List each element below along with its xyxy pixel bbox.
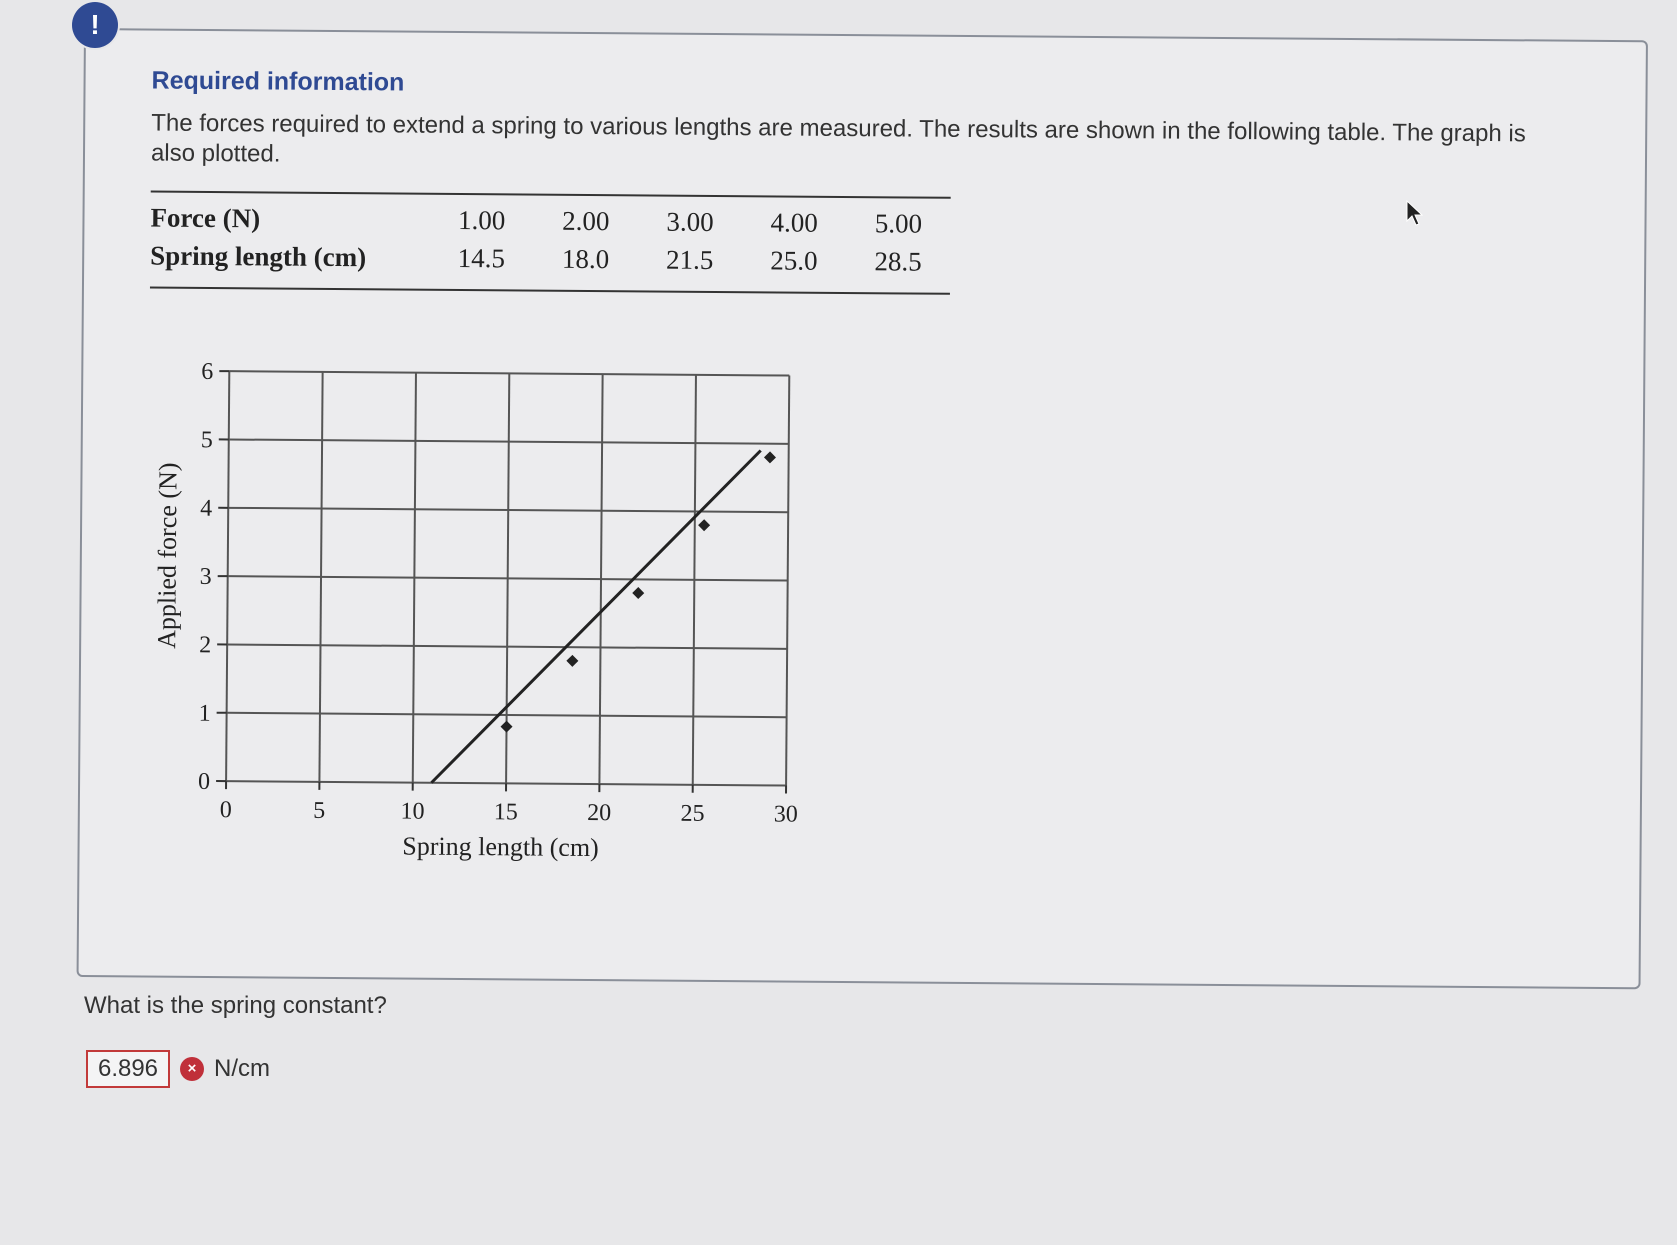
chart-svg	[145, 341, 849, 866]
answer-row	[86, 1050, 270, 1088]
data-point	[764, 451, 776, 463]
y-tick-label: 3	[199, 563, 212, 591]
answer-input[interactable]: 6.896	[86, 1050, 170, 1088]
table-top-rule	[151, 191, 951, 199]
question-text: What is the spring constant?	[84, 992, 387, 1019]
table-cell: 2.00	[562, 205, 610, 236]
table-row-length	[150, 237, 950, 281]
y-tick-label: 5	[200, 427, 213, 454]
required-info-panel	[77, 28, 1648, 989]
table-cell: 25.0	[770, 244, 818, 276]
info-title: Required information	[151, 66, 405, 97]
y-tick-label: 6	[201, 358, 214, 386]
alert-icon: !	[72, 2, 118, 48]
y-tick-label: 0	[197, 768, 211, 796]
unit-label: N/cm	[214, 1055, 270, 1082]
incorrect-icon: ×	[180, 1057, 204, 1081]
y-tick-label: 1	[198, 700, 211, 727]
data-point	[698, 519, 710, 531]
data-point	[566, 655, 578, 667]
info-text: The forces required to extend a spring to various lengths are measured. The results are shown in the following table. The graph is also plotted.	[150, 109, 1526, 168]
table-cell: 21.5	[665, 244, 714, 275]
data-point	[500, 721, 512, 733]
table-cell: 1.00	[457, 204, 506, 235]
table-cell: 18.0	[561, 243, 610, 274]
data-table	[150, 191, 951, 295]
force-length-chart	[145, 341, 849, 866]
table-cell: 14.5	[457, 242, 506, 273]
table-bottom-rule	[150, 287, 950, 295]
table-row-force	[150, 199, 950, 243]
row-label-force: Force (N)	[150, 202, 261, 233]
x-tick-label: 0	[219, 797, 232, 824]
table-cell: 4.00	[770, 206, 818, 238]
y-tick-label: 2	[199, 632, 212, 659]
x-axis-label: Spring length (cm)	[402, 831, 599, 863]
row-label-length: Spring length (cm)	[150, 240, 367, 272]
data-point	[632, 587, 644, 599]
x-tick-label: 15	[493, 799, 518, 826]
mouse-cursor-icon	[1405, 200, 1425, 228]
y-axis-label: Applied force (N)	[152, 462, 183, 649]
table-cell: 3.00	[666, 206, 714, 237]
x-tick-label: 10	[400, 798, 425, 825]
x-tick-label: 25	[680, 800, 705, 827]
y-tick-label: 4	[200, 495, 213, 522]
x-tick-label: 30	[773, 801, 798, 828]
x-tick-label: 5	[313, 797, 326, 824]
x-tick-label: 20	[587, 799, 612, 827]
fit-line	[431, 448, 760, 785]
table-cell: 5.00	[874, 207, 923, 239]
table-cell: 28.5	[874, 245, 922, 277]
